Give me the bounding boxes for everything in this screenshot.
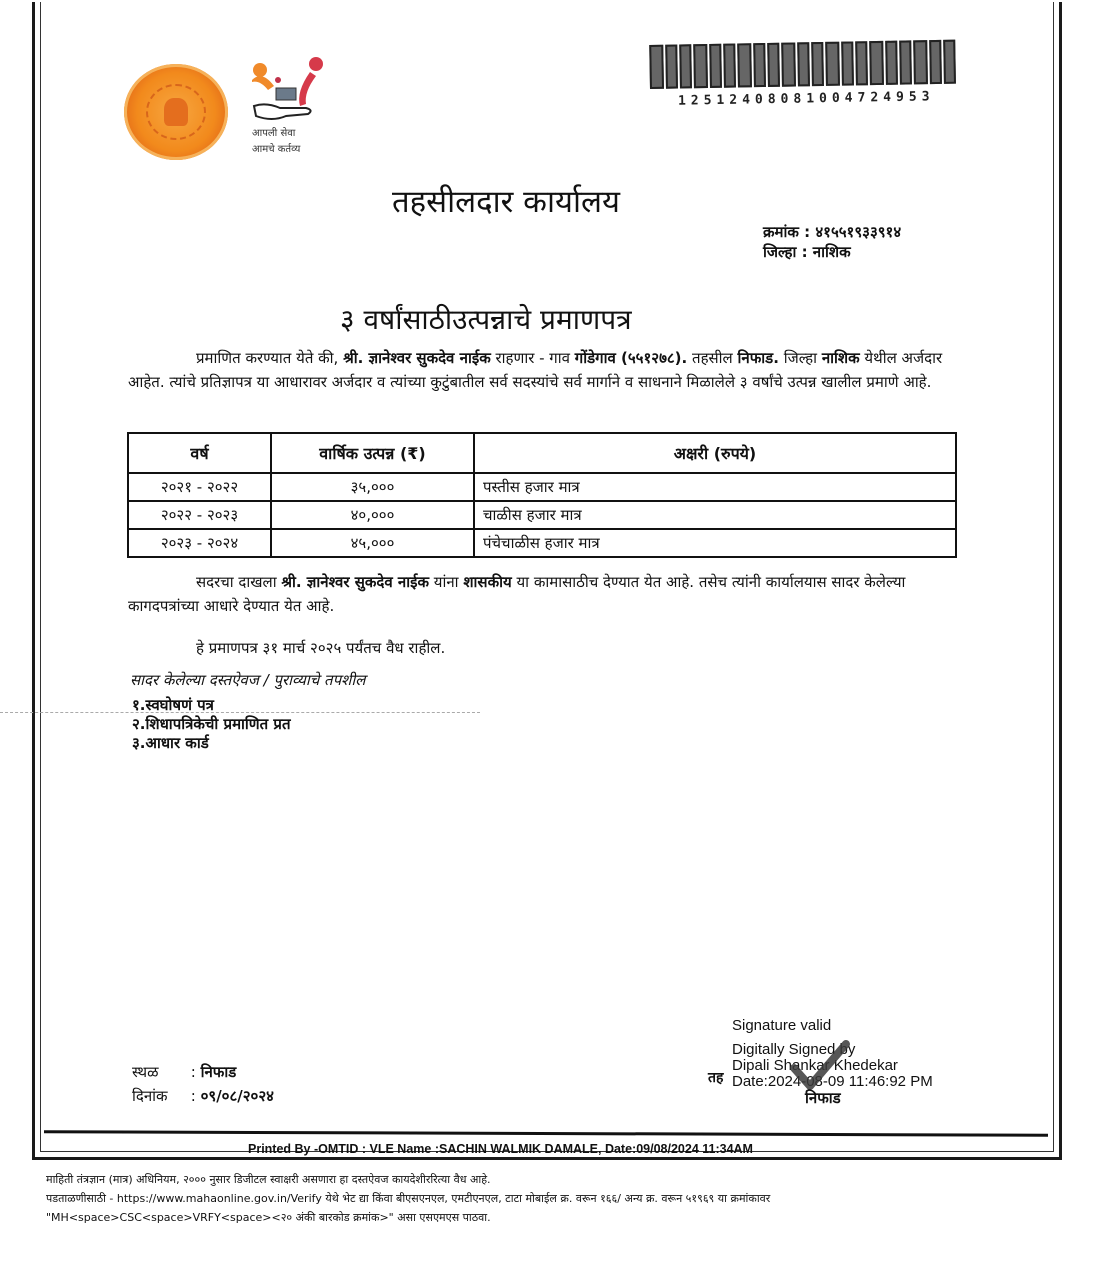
district-label-inline: जिल्हा: [783, 349, 818, 367]
tehsil-label: तहसील: [692, 349, 733, 367]
year-cell: २०२२ - २०२३: [128, 501, 271, 529]
income-cell: ४५,०००: [271, 529, 474, 557]
barcode-bar: [811, 42, 824, 86]
header-income: वार्षिक उत्पन्न (₹): [271, 433, 474, 473]
date-label: दिनांक: [132, 1087, 168, 1105]
barcode-number: 12512408081004724953: [677, 89, 935, 109]
intro-prefix: प्रमाणित करण्यात येते की,: [196, 349, 339, 367]
signature-valid-text: Signature valid: [732, 1017, 832, 1034]
barcode-bar: [649, 45, 664, 89]
words-cell: चाळीस हजार मात्र: [474, 501, 956, 529]
printed-by-line: Printed By -OMTID : VLE Name :SACHIN WALMIK DAMALE, Date:09/08/2024 11:34AM: [248, 1142, 753, 1156]
footer-verify-note: पडताळणीसाठी - https://www.mahaonline.gov.in/Verify येथे भेट द्या किंवा बीएसएनएल, एमटीएनएल, टाटा मोबाईल क्र. वरून १६६/ अन्य क्र. वरून ५१९६९ या क्रमांकावर: [46, 1192, 771, 1205]
barcode-bar: [665, 45, 678, 89]
barcode-bar: [737, 43, 752, 87]
place-date-block: [132, 1060, 274, 1108]
words-cell: पंचेचाळीस हजार मात्र: [474, 529, 956, 557]
place-label: स्थळ: [132, 1063, 159, 1081]
list-item: ३.आधार कार्ड: [132, 734, 209, 752]
income-cell: ४०,०००: [271, 501, 474, 529]
signature-signer-name: Dipali Shankar Khedekar: [732, 1057, 898, 1074]
barcode-bar: [679, 44, 692, 88]
intro-paragraph: [128, 346, 958, 394]
barcode-bar: [693, 44, 708, 88]
certificate-meta: [763, 222, 901, 262]
district-inline: नाशिक: [821, 349, 860, 367]
barcode-bars: [649, 39, 990, 89]
table-row: [128, 473, 956, 501]
income-table-header: [128, 433, 956, 473]
logo-caption-line2: आमचे कर्तव्य: [252, 144, 301, 155]
checkmark-icon: [790, 1038, 850, 1094]
serial-value: ४१५५१९३३९१४: [815, 223, 902, 241]
certificate-title: ३ वर्षांसाठीउत्पन्नाचे प्रमाणपत्र: [340, 303, 632, 336]
logo-caption-line1: आपली सेवा: [252, 128, 296, 139]
barcode-bar: [855, 41, 868, 85]
documents-list: [132, 696, 291, 753]
purpose-rest: या कामासाठीच देण्यात येत आहे. तसेच त्यांनी कार्यालयास सादर केलेल्या कागदपत्रांच्या आधारे देण्यात येत आहे.: [128, 573, 906, 615]
government-seal-logo: [124, 64, 228, 160]
income-table: [127, 432, 957, 558]
list-item: १.स्वघोषणं पत्र: [132, 696, 214, 714]
barcode-bar: [885, 41, 898, 85]
words-cell: पस्तीस हजार मात्र: [474, 473, 956, 501]
place-row: स्थळ : निफाड: [132, 1060, 274, 1084]
barcode-bar: [781, 42, 796, 86]
purpose-prefix: सदरचा दाखला: [196, 573, 277, 591]
documents-heading: सादर केलेल्या दस्तऐवज / पुराव्याचे तपशील: [130, 671, 366, 689]
date-row: दिनांक : ०९/०८/२०२४: [132, 1084, 274, 1108]
intro-residence: राहणार - गाव: [495, 349, 570, 367]
signature-place: निफाड: [805, 1089, 841, 1107]
place-value: निफाड: [200, 1063, 237, 1081]
barcode-bar: [797, 42, 810, 86]
header-words: अक्षरी (रुपये): [474, 433, 956, 473]
barcode-bar: [869, 41, 884, 85]
office-title: तहसीलदार कार्यालय: [392, 184, 621, 220]
barcode-bar: [723, 44, 736, 88]
footer-legal-note: माहिती तंत्रज्ञान (मात्र) अधिनियम, २००० नुसार डिजीटल स्वाक्षरी असणारा हा दस्तऐवज कायदेशीररित्या वैध आहे.: [46, 1173, 491, 1186]
barcode-bar: [767, 43, 780, 87]
income-cell: ३५,०००: [271, 473, 474, 501]
year-cell: २०२३ - २०२४: [128, 529, 271, 557]
purpose-mid: यांना: [433, 573, 459, 591]
district-label: जिल्हा: [763, 243, 797, 261]
barcode-bar: [913, 40, 928, 84]
header-year: वर्ष: [128, 433, 271, 473]
barcode-bar: [753, 43, 766, 87]
signature-signed-by: Digitally Signed by: [732, 1041, 856, 1058]
village: गोंडेगाव (५५१२७८).: [574, 349, 688, 367]
date-value: ०९/०८/२०२४: [200, 1087, 274, 1105]
tehsil: निफाड.: [737, 349, 779, 367]
table-row: [128, 529, 956, 557]
purpose-name: श्री. ज्ञानेश्वर सुकदेव नाईक: [281, 573, 429, 591]
signature-prefix: तह: [708, 1070, 724, 1086]
purpose-paragraph: [128, 570, 958, 618]
serial-label: क्रमांक: [763, 223, 799, 241]
footer-sms-format: "MH<space>CSC<space>VRFY<space><२० अंकी बारकोड क्रमांक>" असा एसएमएस पाठवा.: [46, 1211, 491, 1224]
barcode-bar: [943, 40, 956, 84]
barcode-bar: [825, 42, 840, 86]
logo-caption: [252, 126, 300, 158]
barcode-bar: [709, 44, 722, 88]
purpose-type: शासकीय: [463, 573, 512, 591]
barcode: [650, 45, 990, 109]
barcode-bar: [841, 41, 854, 85]
barcode-bar: [929, 40, 942, 84]
intro-rest: येथील अर्जदार आहेत. त्यांचे प्रतिज्ञापत्र या आधारावर अर्जदार व त्यांच्या कुटुंबातील सर्व सदस्यांचे सर्व मार्गाने व साधनाने मिळालेले ३ वर्षांचे उत्पन्न खालील प्रमाणे आहे.: [128, 349, 943, 391]
signature-date: Date:2024-08-09 11:46:92 PM: [732, 1073, 933, 1090]
district-row: जिल्हा : नाशिक: [763, 243, 851, 261]
applicant-name: श्री. ज्ञानेश्वर सुकदेव नाईक: [343, 349, 491, 367]
year-cell: २०२१ - २०२२: [128, 473, 271, 501]
validity-text: हे प्रमाणपत्र ३१ मार्च २०२५ पर्यंतच वैध राहील.: [196, 639, 446, 657]
serial-number-row: क्रमांक : ४१५५१९३३९१४: [763, 223, 902, 241]
list-item: २.शिधापत्रिकेची प्रमाणित प्रत: [132, 715, 291, 733]
table-row: [128, 501, 956, 529]
district-value: नाशिक: [812, 243, 851, 261]
footer-notes: [46, 1170, 1056, 1227]
barcode-bar: [899, 40, 912, 84]
